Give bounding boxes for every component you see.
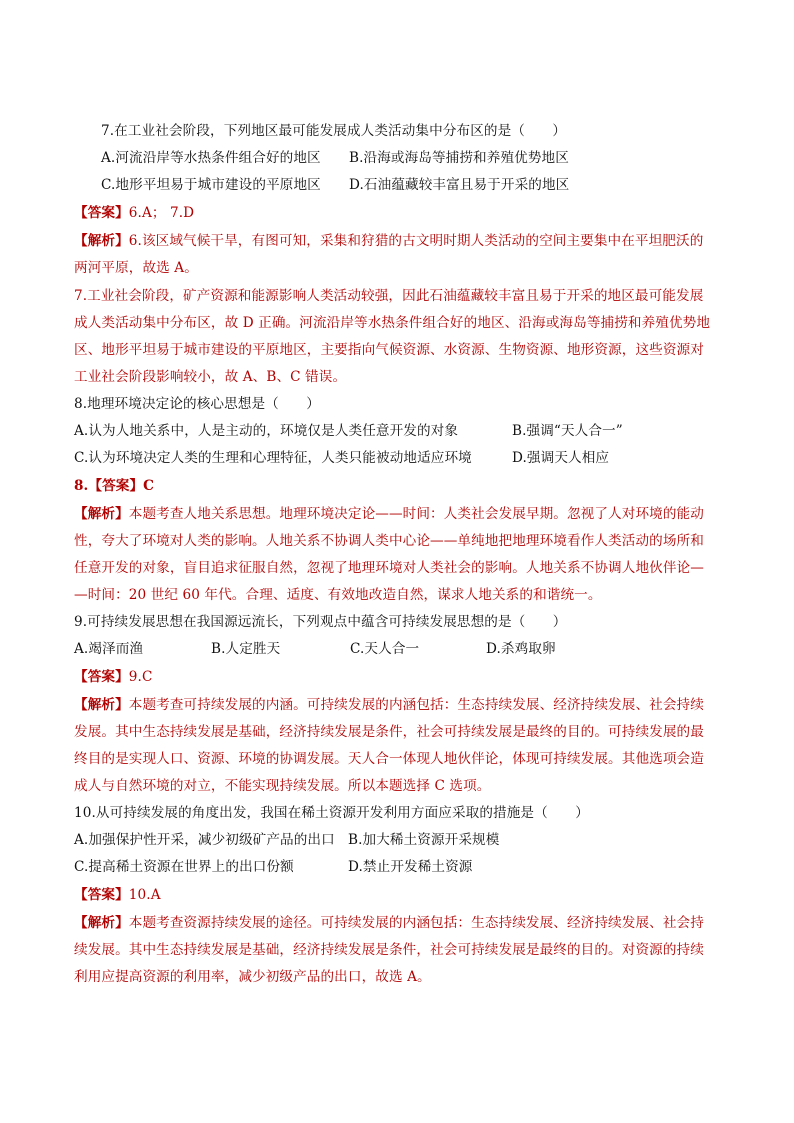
option-d: D.强调天人相应: [512, 450, 610, 466]
option-d: D.杀鸡取卵: [486, 641, 556, 657]
question-9-options-row: [74, 636, 724, 663]
question-10-options-row1: [74, 827, 724, 854]
explanation-8-line: 性，夸大了环境对人类的影响。人地关系不协调人类中心论——单纯地把地理环境看作人类活动的场所和: [74, 533, 704, 549]
explanation-text: 6.该区域气候干旱，有图可知，采集和狩猎的古文明时期人类活动的空间主要集中在平坦肥沃的: [128, 233, 704, 249]
answer-6-7: [74, 200, 724, 227]
explanation-6-7-line: 两河平原，故选 A。: [74, 260, 198, 276]
explanation-label: 【解析】: [74, 697, 129, 713]
answer-label: 【答案】: [74, 205, 129, 221]
question-8-stem: 8.地理环境决定论的核心思想是（ ）: [74, 396, 320, 412]
question-8-options-row2: [74, 445, 724, 472]
explanation-8-line: —时间：20 世纪 60 年代。合理、适度、有效地改造自然，谋求人地关系的和谐统一。: [74, 587, 602, 603]
option-c: C.提高稀土资源在世界上的出口份额: [74, 859, 294, 875]
explanation-10-line: 续发展。其中生态持续发展是基础，经济持续发展是条件，社会可持续发展是最终的目的。对资源的持续: [74, 942, 704, 958]
option-d: D.禁止开发稀土资源: [348, 859, 473, 875]
explanation-6-7-line: [74, 228, 724, 255]
option-a: A.加强保护性开采，减少初级矿产品的出口: [74, 832, 335, 848]
option-a: A.认为人地关系中，人是主动的，环境仅是人类任意开发的对象: [74, 423, 459, 439]
explanation-10-line: [74, 910, 724, 937]
explanation-9-line: 成人与自然环境的对立，不能实现持续发展。所以本题选择 C 选项。: [74, 778, 491, 794]
explanation-9-line: 发展。其中生态持续发展是基础，经济持续发展是条件，社会可持续发展是最终的目的。可持续发展的最: [74, 724, 704, 740]
answer-text: 6.A； 7.D: [128, 205, 195, 221]
explanation-8-line: 任意开发的对象，盲目追求征服自然，忽视了地理环境对人类社会的影响。人地关系不协调人地伙伴论—: [74, 560, 704, 576]
explanation-label: 【解析】: [74, 233, 129, 249]
explanation-label: 【解析】: [74, 506, 129, 522]
explanation-8-line: [74, 501, 724, 528]
option-a: A.竭泽而渔: [74, 641, 144, 657]
explanation-9-line: 终目的是实现人口、资源、环境的协调发展。天人合一体现人地伙伴论，体现可持续发展。其他选项会造: [74, 751, 704, 767]
answer-9: [74, 664, 724, 691]
option-a: A.河流沿岸等水热条件组合好的地区: [101, 150, 321, 166]
explanation-9-line: [74, 692, 724, 719]
question-7-options-row2: [101, 172, 751, 199]
explanation-10-line: 利用应提高资源的利用率，减少初级产品的出口，故选 A。: [74, 969, 431, 985]
explanation-text: 本题考查人地关系思想。地理环境决定论——时间：人类社会发展早期。忽视了人对环境的能动: [128, 506, 704, 522]
option-c: C.天人合一: [350, 641, 420, 657]
answer-text: 10.A: [128, 887, 161, 903]
answer-8: 8.【答案】C: [74, 478, 155, 494]
option-c: C.地形平坦易于城市建设的平原地区: [101, 177, 321, 193]
question-10-stem: 10.从可持续发展的角度出发，我国在稀土资源开发利用方面应采取的措施是（ ）: [74, 805, 589, 821]
option-b: B.加大稀土资源开采规模: [348, 832, 500, 848]
answer-label: 【答案】: [74, 887, 129, 903]
question-8-options-row1: [74, 418, 724, 445]
question-7-options-row1: [101, 145, 751, 172]
option-b: B.沿海或海岛等捕捞和养殖优势地区: [349, 150, 569, 166]
explanation-6-7-line: 成人类活动集中分布区，故 D 正确。河流沿岸等水热条件组合好的地区、沿海或海岛等捕捞和养殖优势地: [74, 315, 711, 331]
option-c: C.认为环境决定人类的生理和心理特征，人类只能被动地适应环境: [74, 450, 472, 466]
answer-label: 【答案】: [74, 669, 129, 685]
explanation-text: 本题考查可持续发展的内涵。可持续发展的内涵包括：生态持续发展、经济持续发展、社会持续: [128, 697, 704, 713]
answer-text: 9.C: [128, 669, 153, 685]
explanation-6-7-line: 工业社会阶段影响较小，故 A、B、C 错误。: [74, 369, 347, 385]
answer-10: [74, 882, 724, 909]
explanation-6-7-line: 7.工业社会阶段，矿产资源和能源影响人类活动较强，因此石油蕴藏较丰富且易于开采的地区最可能发展: [74, 288, 704, 304]
explanation-6-7-line: 区、地形平坦易于城市建设的平原地区，主要指向气候资源、水资源、生物资源、地形资源，这些资源对: [74, 342, 704, 358]
explanation-label: 【解析】: [74, 915, 129, 931]
option-b: B.人定胜天: [211, 641, 281, 657]
option-b: B.强调“天人合一”: [512, 423, 623, 439]
question-9-stem: 9.可持续发展思想在我国源远流长，下列观点中蕴含可持续发展思想的是（ ）: [74, 614, 567, 630]
explanation-text: 本题考查资源持续发展的途径。可持续发展的内涵包括：生态持续发展、经济持续发展、社会持: [128, 915, 704, 931]
option-d: D.石油蕴藏较丰富且易于开采的地区: [349, 177, 570, 193]
question-7-stem: 7.在工业社会阶段，下列地区最可能发展成人类活动集中分布区的是（ ）: [101, 123, 567, 139]
question-10-options-row2: [74, 854, 724, 881]
